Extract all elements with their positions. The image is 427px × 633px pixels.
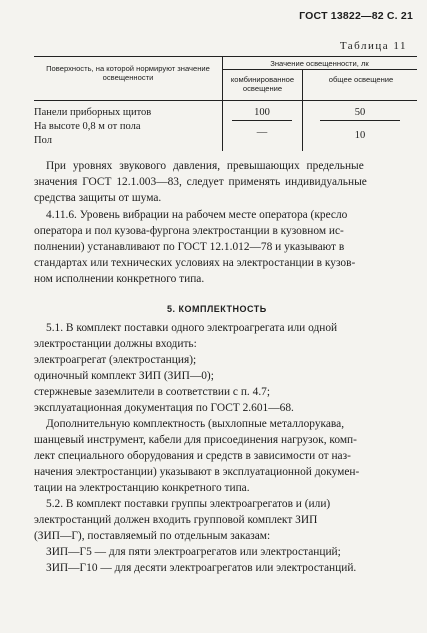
section-line: Дополнительную комплектность (выхлопные металлорукава, bbox=[46, 418, 345, 430]
paragraph-line: значения ГОСТ 12.1.003—83, следует применять индивидуальные bbox=[34, 176, 367, 188]
table-header-general: общее освещение bbox=[328, 75, 394, 84]
section-line: лект специального оборудования и средств в зависимости от наз- bbox=[34, 450, 351, 462]
section-line: шанцевый инструмент, кабели для присоединения нагрузок, комп- bbox=[34, 434, 357, 446]
section-line: электростанций должен входить групповой комплект ЗИП bbox=[34, 514, 318, 526]
section-line: начения электростанции) указывают в эксплуатационной докумен- bbox=[34, 466, 360, 478]
table-row-label: Панели приборных щитов bbox=[34, 107, 152, 118]
section-line: 5.2. В комплект поставки группы электроагрегатов и (или) bbox=[46, 498, 331, 510]
table-vertical-divider-2 bbox=[302, 69, 303, 151]
section-line: (ЗИП—Г), поставляемый по отдельным заказам: bbox=[34, 530, 271, 542]
table-group-underline bbox=[222, 69, 417, 70]
table-header-combined: комбинированное освещение bbox=[230, 75, 295, 93]
section-line: тации на электростанцию конкретного типа. bbox=[34, 482, 250, 494]
section-line: ЗИП—Г10 — для десяти электроагрегатов или электростанций. bbox=[46, 562, 357, 574]
table-cell-combined: 100 bbox=[254, 107, 270, 118]
paragraph-line: стандартах или технических условиях на электростанции в кузов- bbox=[34, 257, 356, 269]
paragraph-line: оператора и пол кузова-фургона электростанции в кузовном ис- bbox=[34, 225, 344, 237]
section-line: электроагрегат (электростанция); bbox=[34, 354, 197, 366]
section-line: электростанции должны входить: bbox=[34, 338, 197, 350]
paragraph-line: При уровнях звукового давления, превышающих предельные bbox=[46, 160, 364, 172]
table-cell-combined: — bbox=[256, 127, 268, 138]
paragraph-line: ном исполнении конкретного типа. bbox=[34, 273, 205, 285]
cell-underline bbox=[320, 120, 400, 121]
paragraph-line: полнении) устанавливают по ГОСТ 12.1.012—78 и указывают в bbox=[34, 241, 345, 253]
paragraph-line: средства защиты от шума. bbox=[34, 192, 162, 204]
cell-underline bbox=[232, 120, 292, 121]
section-line: одиночный комплект ЗИП (ЗИП—0); bbox=[34, 370, 214, 382]
table-row-label: На высоте 0,8 м от пола bbox=[34, 121, 141, 132]
paragraph-line: 4.11.6. Уровень вибрации на рабочем месте оператора (кресло bbox=[46, 209, 348, 221]
table-cell-general: 10 bbox=[354, 130, 366, 141]
section-title: 5. КОМПЛЕКТНОСТЬ bbox=[167, 304, 267, 314]
table-header-surface: Поверхность, на которой нормируют значение освещенности bbox=[46, 64, 210, 82]
section-line: стержневые заземлители в соответствии с п. 4.7; bbox=[34, 386, 271, 398]
page-header: ГОСТ 13822—82 С. 21 bbox=[299, 10, 413, 22]
table-cell-general: 50 bbox=[354, 107, 366, 118]
table-top-border bbox=[34, 56, 417, 57]
table-row-label: Пол bbox=[34, 135, 52, 146]
section-line: эксплуатационная документация по ГОСТ 2.601—68. bbox=[34, 402, 294, 414]
section-line: ЗИП—Г5 — для пяти электроагрегатов или электростанций; bbox=[46, 546, 341, 558]
section-line: 5.1. В комплект поставки одного электроагрегата или одной bbox=[46, 322, 338, 334]
table-vertical-divider-1 bbox=[222, 56, 223, 151]
table-caption: Таблица 11 bbox=[339, 40, 407, 52]
table-header-bottom-border bbox=[34, 100, 417, 101]
table-header-group: Значение освещенности, лк bbox=[270, 59, 369, 68]
